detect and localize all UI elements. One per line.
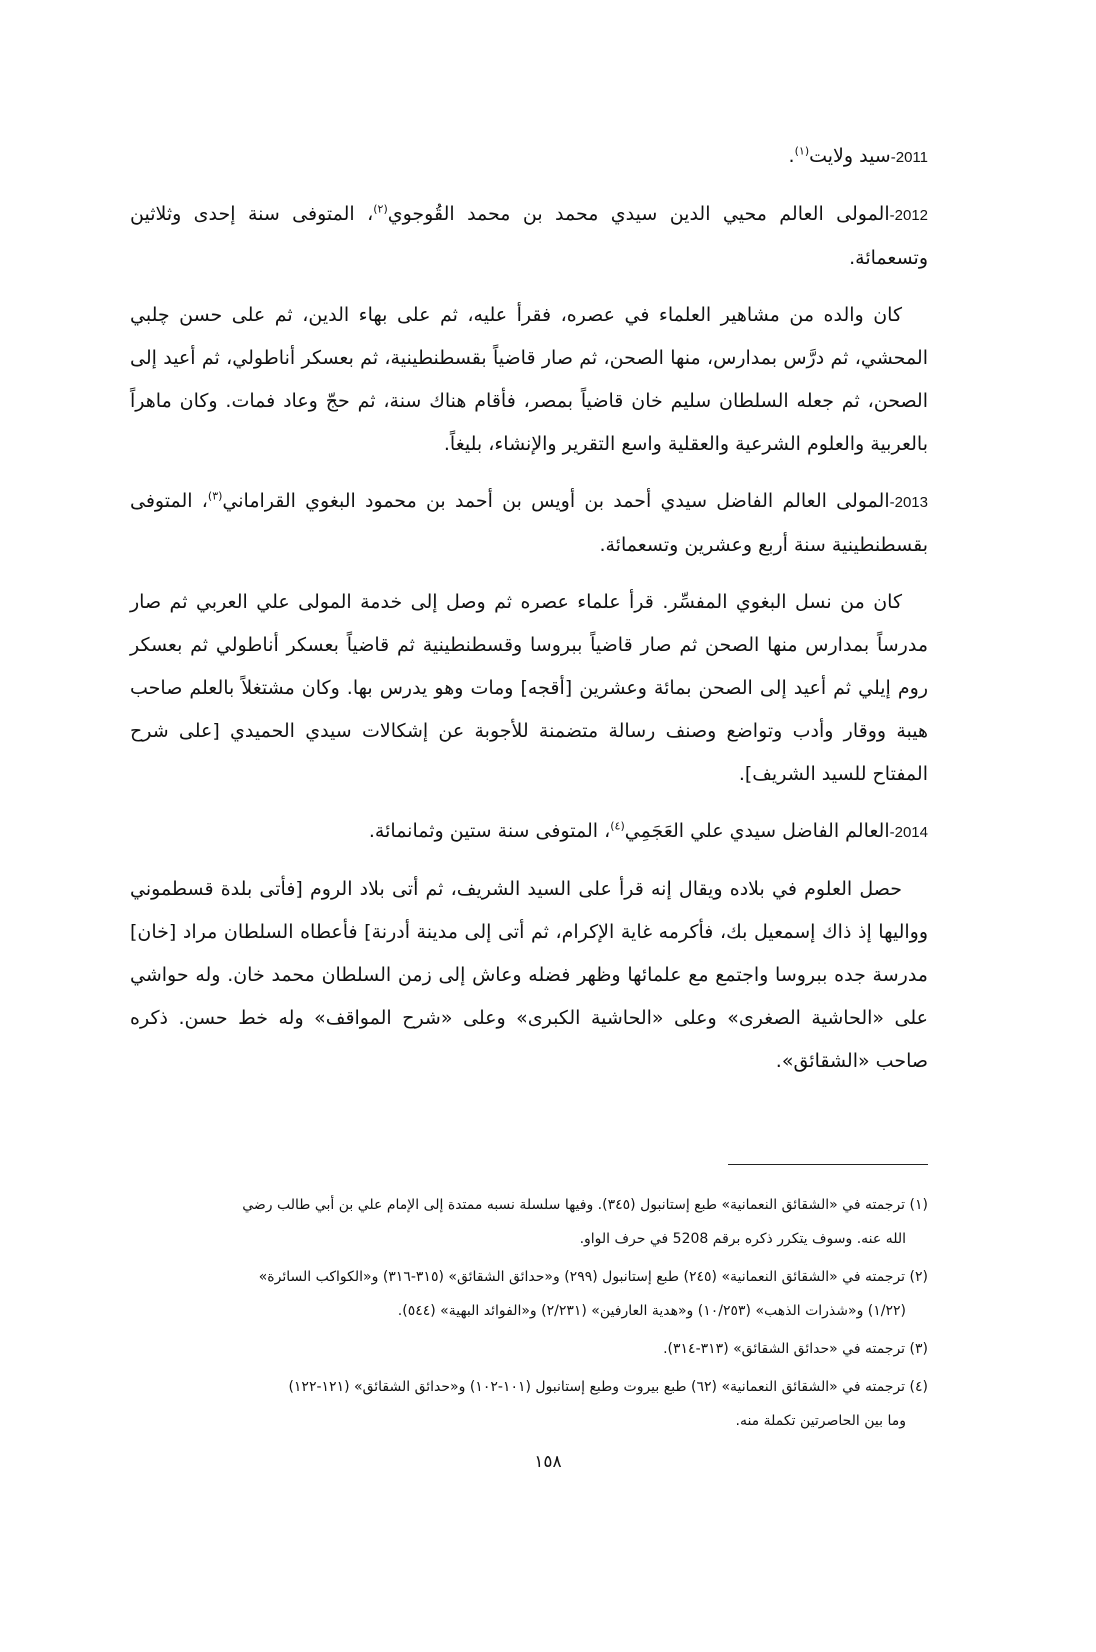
footnote-ref[interactable]: (١) [794, 144, 810, 158]
footnote-text: ترجمته في «حدائق الشقائق» (٣١٣-٣١٤). [663, 1341, 906, 1357]
biography-paragraph: كان من نسل البغوي المفسِّر. قرأ علماء عصره ثم وصل إلى خدمة المولى علي العربي ثم صار مدرساً بمدارس منها الصحن ثم صار قاضياً ببروسا وقسطنطينية ثم قاضياً بعسكر أناطولي ثم بعسكر روم إيلي ثم أعيد إلى الصحن بمائة وعشرين [أقجه] ومات وهو يدرس بها. وكان مشتغلاً بالعلم صاحب هيبة ووقار وأدب وتواضع وصنف رسالة متضمنة للأجوبة عن إشكالات سيدي الحميدي [على شرح المفتاح للسيد الشريف]. [130, 591, 928, 785]
entry-number: 2014- [889, 824, 928, 841]
footnote-text: ترجمته في «الشقائق النعمانية» طبع إستانبول (٣٤٥). وفيها سلسلة نسبه ممتدة إلى الإمام علي بن أبي طالب رضي [242, 1197, 906, 1213]
footnote [130, 1188, 928, 1256]
entry-title: العالم الفاضل سيدي علي العَجَمِي [624, 820, 890, 842]
entry-death-note: ، المتوفى سنة ستين وثمانمائة. [368, 820, 611, 842]
footnote [130, 1260, 928, 1328]
entry-heading [130, 810, 928, 854]
entry-title: المولى العالم محيي الدين سيدي محمد بن محمد القُوجوي [387, 203, 890, 225]
footnote-ref[interactable]: (٤) [610, 819, 625, 833]
entry-title: المولى العالم الفاضل سيدي أحمد بن أويس بن أحمد بن محمود البغوي القراماني [222, 490, 890, 512]
page-number: ١٥٨ [534, 1452, 562, 1472]
footnote-marker: (١) [909, 1197, 928, 1213]
main-text [130, 135, 928, 1097]
entry-heading [130, 135, 928, 179]
footnotes [130, 1188, 928, 1442]
footnote-ref[interactable]: (٢) [373, 202, 388, 216]
entry-death-note: ، المتوفى سنة إحدى وثلاثين وتسعمائة. [130, 203, 928, 269]
entry-number: 2011- [890, 149, 928, 166]
footnote-marker: (٤) [909, 1379, 928, 1395]
footnote-text: وما بين الحاصرتين تكملة منه. [735, 1413, 906, 1429]
biography-paragraph: كان والده من مشاهير العلماء في عصره، فقرأ عليه، ثم على بهاء الدين، ثم على حسن چلبي المحشي، ثم درَّس بمدارس، منها الصحن، ثم صار قاضياً بقسطنطينية، ثم بعسكر أناطولي، ثم أعيد إلى الصحن، ثم جعله السلطان سليم خان قاضياً بمصر، فأقام هناك سنة، ثم حجّ وعاد فمات. وكان ماهراً بالعربية والعلوم الشرعية والعقلية واسع التقرير والإنشاء، بليغاً. [130, 304, 928, 455]
footnote-divider [728, 1164, 928, 1165]
entry-title: سيد ولايت [809, 145, 891, 167]
entry-heading [130, 480, 928, 567]
footnote-text: ترجمته في «الشقائق النعمانية» (٦٢) طبع بيروت وطبع إستانبول (١٠١-١٠٢) و«حدائق الشقائق» (١٢١-١٢٢) [288, 1379, 906, 1395]
footnote-marker: (٣) [909, 1341, 928, 1357]
footnote-text: (١/٢٢) و«شذرات الذهب» (١٠/٢٥٣) و«هدية العارفين» (٢/٢٣١) و«الفوائد البهية» (٥٤٤). [397, 1303, 906, 1319]
footnote-text: الله عنه. وسوف يتكرر ذكره برقم 5208 في حرف الواو. [579, 1231, 906, 1247]
entry-number: 2012- [889, 207, 929, 224]
footnote [130, 1332, 928, 1366]
footnote-marker: (٢) [909, 1269, 928, 1285]
entry-death-note: . [788, 145, 795, 167]
footnote [130, 1370, 928, 1438]
entry-death-note: ، المتوفى بقسطنطينية سنة أربع وعشرين وتسعمائة. [130, 490, 928, 556]
footnote-text: ترجمته في «الشقائق النعمانية» (٢٤٥) طبع إستانبول (٢٩٩) و«حدائق الشقائق» (٣١٥-٣١٦) و«الكواكب السائرة» [258, 1269, 906, 1285]
entry-number: 2013- [889, 494, 928, 511]
biography-paragraph: حصل العلوم في بلاده ويقال إنه قرأ على السيد الشريف، ثم أتى بلاد الروم [فأتى بلدة قسطموني وواليها إذ ذاك إسمعيل بك، فأكرمه غاية الإكرام، ثم أتى إلى مدينة أدرنة] فأعطاه السلطان مراد [خان] مدرسة جده ببروسا واجتمع مع علمائها وظهر فضله وعاش إلى زمن السلطان محمد خان. وله حواشي على «الحاشية الصغرى» وعلى «الحاشية الكبرى» وعلى «شرح المواقف» وله خط حسن. ذكره صاحب «الشقائق». [130, 878, 928, 1072]
entry-heading [130, 193, 928, 280]
footnote-ref[interactable]: (٣) [207, 489, 223, 503]
